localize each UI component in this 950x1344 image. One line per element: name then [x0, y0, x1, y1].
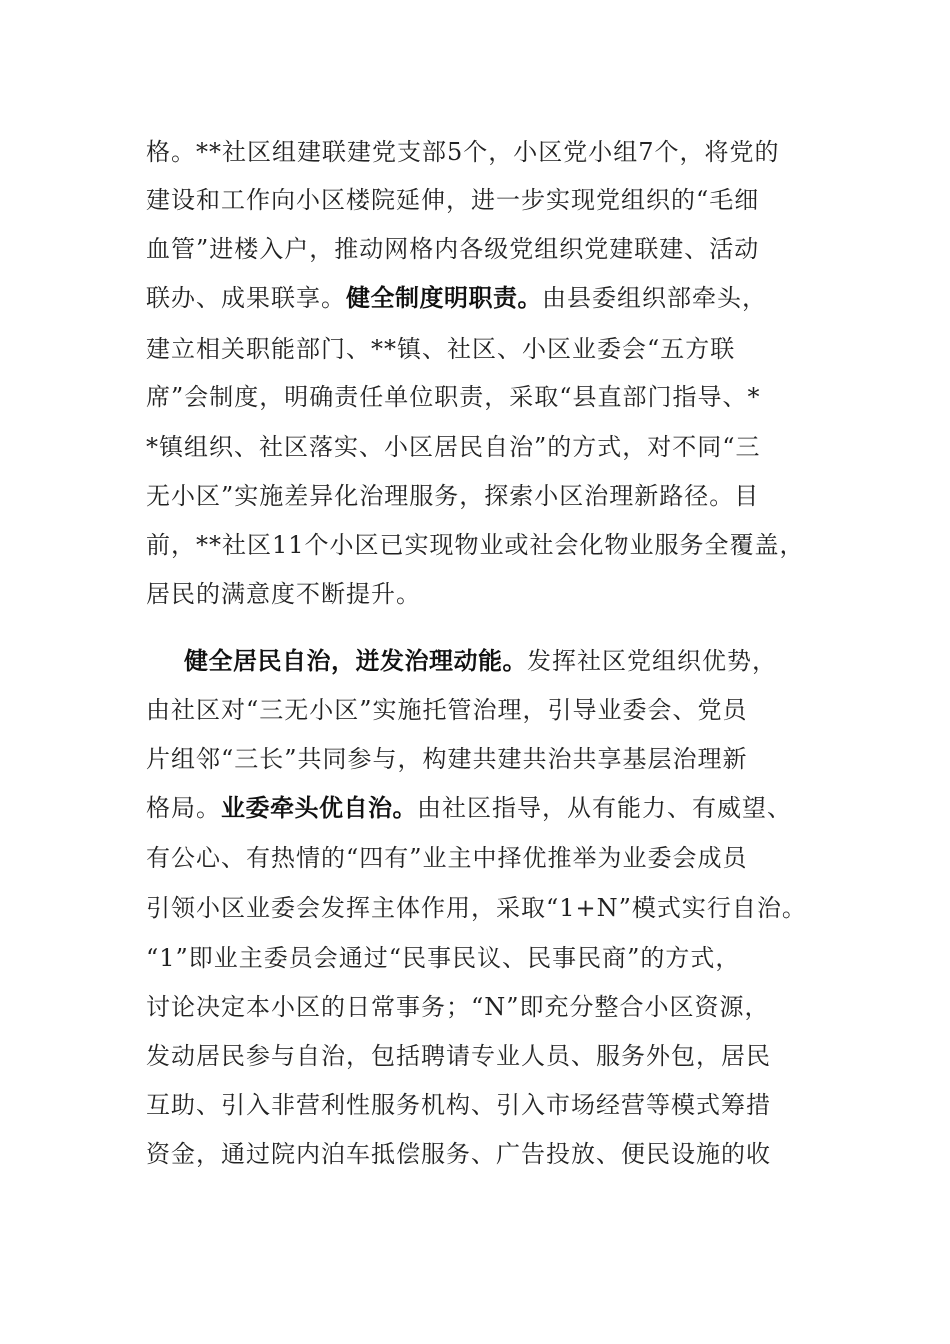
text-line — [146, 934, 836, 982]
text-run: 发挥社区党组织优势， — [527, 647, 777, 675]
text-run: 前，**社区11个小区已实现物业或社会化物业服务全覆盖， — [146, 531, 805, 559]
text-run: 建设和工作向小区楼院延伸，进一步实现党组织的“毛细 — [146, 186, 760, 214]
text-run: 由社区指导，从有能力、有威望、 — [417, 794, 792, 822]
text-line — [146, 1081, 836, 1129]
text-line — [146, 176, 836, 224]
text-line — [146, 274, 836, 322]
text-run: 建立相关职能部门、**镇、社区、小区业委会“五方联 — [146, 335, 736, 363]
text-run: 席”会制度，明确责任单位职责，采取“县直部门指导、* — [146, 383, 761, 411]
text-line — [146, 1032, 836, 1080]
text-line — [146, 834, 836, 882]
text-line — [146, 373, 836, 421]
text-run: 由社区对“三无小区”实施托管治理，引导业委会、党员 — [146, 696, 748, 724]
text-line — [146, 225, 836, 273]
text-line — [146, 735, 836, 783]
text-run: 格。**社区组建联建党支部5个，小区党小组7个，将党的 — [146, 138, 780, 166]
text-run: 由县委组织部牵头， — [542, 284, 767, 312]
text-line — [146, 570, 836, 618]
text-run: 血管”进楼入户，推动网格内各级党组织党建联建、活动 — [146, 235, 760, 263]
bold-heading-run: 健全制度明职责。 — [346, 284, 542, 312]
text-run: 资金，通过院内泊车抵偿服务、广告投放、便民设施的收 — [146, 1140, 771, 1168]
text-line — [184, 637, 874, 685]
bold-heading-run: 业委牵头优自治。 — [221, 794, 417, 822]
text-line — [146, 884, 836, 932]
text-run: 讨论决定本小区的日常事务；“N”即充分整合小区资源， — [146, 993, 770, 1021]
text-line — [146, 521, 836, 569]
text-run: 发动居民参与自治，包括聘请专业人员、服务外包，居民 — [146, 1042, 771, 1070]
text-run: 联办、成果联享。 — [146, 284, 346, 312]
text-line — [146, 128, 836, 176]
text-run: “1”即业主委员会通过“民事民议、民事民商”的方式， — [146, 944, 741, 972]
bold-heading-run: 健全居民自治，迸发治理动能。 — [184, 647, 527, 675]
text-run: 有公心、有热情的“四有”业主中择优推举为业委会成员 — [146, 844, 748, 872]
text-run: 居民的满意度不断提升。 — [146, 580, 421, 608]
text-line — [146, 1130, 836, 1178]
text-run: 片组邻“三长”共同参与，构建共建共治共享基层治理新 — [146, 745, 748, 773]
text-line — [146, 784, 836, 832]
text-line — [146, 983, 836, 1031]
text-line — [146, 423, 836, 471]
text-run: 格局。 — [146, 794, 221, 822]
text-run: 引领小区业委会发挥主体作用，采取“1+N”模式实行自治。 — [146, 894, 807, 922]
text-line — [146, 686, 836, 734]
text-run: *镇组织、社区落实、小区居民自治”的方式，对不同“三 — [146, 433, 761, 461]
text-line — [146, 472, 836, 520]
text-run: 互助、引入非营利性服务机构、引入市场经营等模式筹措 — [146, 1091, 771, 1119]
text-run: 无小区”实施差异化治理服务，探索小区治理新路径。目 — [146, 482, 760, 510]
text-line — [146, 325, 836, 373]
